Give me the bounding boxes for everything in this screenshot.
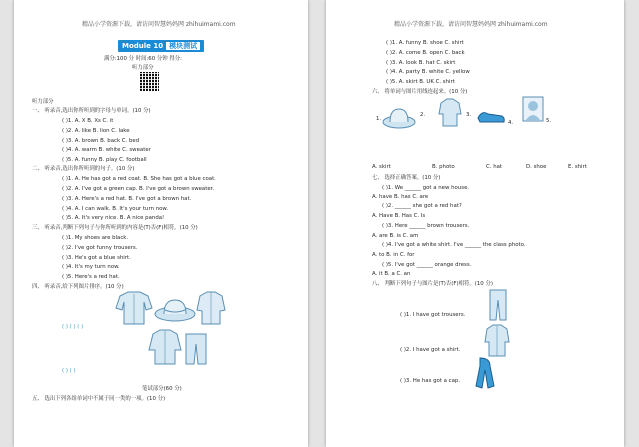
- section-2-heading: 二、 听录音,选出你所听到的句子。(10 分): [32, 166, 135, 172]
- jacket-icon: [196, 290, 226, 326]
- s2-item-1: ( )1. A. He has got a red coat. B. She has got a blue coat.: [62, 176, 216, 182]
- section-8-heading: 八、 判断下列句子与图片是(T)否(F)相符。(10 分): [372, 281, 493, 287]
- s5-item-5: ( )5. A. skirt B. UK C. shirt: [386, 79, 455, 85]
- s2-item-5: ( )5. A. It's very nice. B. A nice panda!: [62, 215, 165, 221]
- order-blank-row-1: ( ) ( ) ( ): [62, 324, 84, 330]
- scarf-icon: [474, 356, 496, 390]
- s5-item-4: ( )4. A. party B. white C. yellow: [386, 69, 470, 75]
- s7-q1-options: A. have B. has C. are: [372, 194, 429, 200]
- s2-item-2: ( )2. A. I've got a green cap. B. I've got a brown sweater.: [62, 186, 215, 192]
- s7-q5: ( )5. I've got ______ orange dress.: [382, 262, 472, 268]
- s3-item-3: ( )3. He's got a blue shirt.: [62, 255, 131, 261]
- written-part-label: 笔试部分(60 分): [142, 386, 182, 392]
- s7-q2: ( )2. ______ she got a red hat?: [382, 203, 462, 209]
- s8-item-2: ( )2. I have got a shirt.: [400, 347, 461, 353]
- module-title: [118, 40, 204, 52]
- section-3-heading: 三、 听录音,判断下列句子与你所听到的内容是(T)否(F)相符。(10 分): [32, 225, 198, 231]
- shoe-icon: [476, 108, 506, 124]
- s6-number-5: 5.: [546, 118, 552, 124]
- s1-item-5: ( )5. A. funny B. play C. football: [62, 157, 147, 163]
- s7-q3: ( )3. Here ______ brown trousers.: [382, 223, 470, 229]
- hat-icon: [382, 104, 416, 130]
- s7-q1: ( )1. We ______ got a new house.: [382, 185, 470, 191]
- s1-item-1: ( )1. A. X B. Xs C. it: [62, 118, 114, 124]
- s3-item-5: ( )5. Here's a red hat.: [62, 274, 120, 280]
- page-header: 精品小学资源下载，请访问智慧妈妈网 zhihuimami.com: [82, 21, 236, 28]
- sweater-icon: [114, 290, 154, 326]
- module-number: Module 10: [122, 42, 164, 50]
- section-1-heading: 一、 听录音,选出你所听到的字母与单词。(10 分): [32, 108, 151, 114]
- shirt-icon: [148, 328, 182, 366]
- s6-number-4: 4.: [508, 120, 514, 126]
- s7-q3-options: A. are B. is C. am: [372, 233, 419, 239]
- s8-item-3: ( )3. He has got a cap.: [400, 378, 461, 384]
- s8-item-1: ( )1. I have got trousers.: [400, 312, 466, 318]
- order-blank-row-2: ( ) ( ): [62, 368, 76, 374]
- s1-item-2: ( )2. A. like B. lion C. lake: [62, 128, 130, 134]
- trousers-icon: [488, 288, 508, 322]
- document-page-right: [326, 0, 624, 447]
- s3-item-1: ( )1. My shoes are black.: [62, 235, 129, 241]
- s6-number-1: 1.: [376, 116, 382, 122]
- page-header: 精品小学资源下载，请访问智慧妈妈网 zhihuimami.com: [394, 21, 548, 28]
- section-6-heading: 六、 将单词与图片用线连起来。(10 分): [372, 89, 468, 95]
- section-5-heading: 五、 选出下列各组单词中不属于同一类的一项。(10 分): [32, 396, 166, 402]
- s6-word-c: C. hat: [486, 164, 503, 170]
- trousers-icon: [184, 332, 208, 366]
- s5-item-2: ( )2. A. come B. open C. back: [386, 50, 465, 56]
- s6-word-a: A. skirt: [372, 164, 391, 170]
- s6-word-d: D. shoe: [526, 164, 547, 170]
- section-7-heading: 七、 选择正确答案。(10 分): [372, 175, 441, 181]
- s1-item-4: ( )4. A. warm B. white C. sweater: [62, 147, 151, 153]
- s6-word-e: E. shirt: [568, 164, 587, 170]
- s7-q4: ( )4. I've got a white shirt. I've ______ the class photo.: [382, 242, 526, 248]
- listening-part-label: 听力部分: [132, 65, 154, 71]
- s2-item-3: ( )3. A. Here's a red hat. B. I've got a brown hat.: [62, 196, 192, 202]
- s7-q2-options: A. Have B. Has C. Is: [372, 213, 426, 219]
- s6-number-3: 3.: [466, 112, 472, 118]
- score-line: 满分:100 分 时间:60 分钟 得分:: [104, 56, 182, 62]
- s3-item-2: ( )2. I've got funny trousers.: [62, 245, 138, 251]
- hat-icon: [154, 296, 196, 322]
- s5-item-3: ( )3. A. look B. hat C. skirt: [386, 60, 456, 66]
- s7-q5-options: A. it B. a C. an: [372, 271, 411, 277]
- document-page-left: [14, 0, 308, 447]
- s6-number-2: 2.: [420, 112, 426, 118]
- s5-item-1: ( )1. A. funny B. shoe C. shirt: [386, 40, 464, 46]
- shirt-icon: [438, 98, 462, 128]
- s6-word-b: B. photo: [432, 164, 455, 170]
- s1-item-3: ( )3. A. brown B. back C. bed: [62, 138, 140, 144]
- s2-item-4: ( )4. A. I can walk. B. It's your turn now.: [62, 206, 169, 212]
- section-4-heading: 四、 听录音,给下列图片排序。(10 分): [32, 284, 124, 290]
- module-title-text: 模块测试: [166, 42, 200, 50]
- s3-item-4: ( )4. It's my turn now.: [62, 264, 120, 270]
- listening-heading: 听力部分: [32, 99, 54, 105]
- shirt-icon: [484, 324, 510, 358]
- photo-icon: [522, 96, 544, 122]
- qr-code-overlay: [140, 72, 159, 91]
- s7-q4-options: A. to B. in C. for: [372, 252, 415, 258]
